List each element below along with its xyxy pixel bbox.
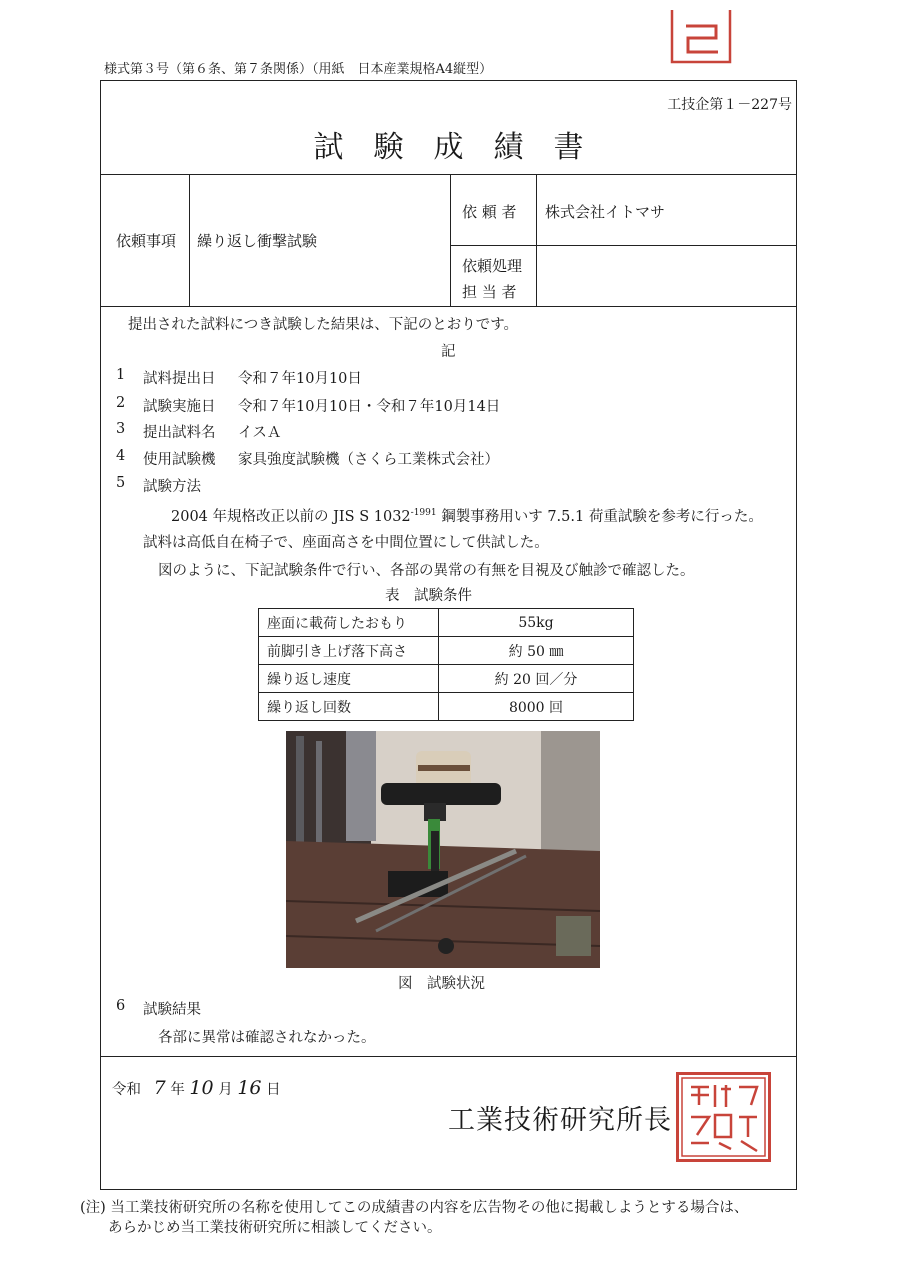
divider bbox=[100, 174, 797, 175]
condition-value: 約 50 ㎜ bbox=[439, 637, 634, 665]
table-row bbox=[259, 609, 634, 637]
test-conditions-table bbox=[258, 608, 634, 721]
table-caption: 表 試験条件 bbox=[385, 588, 472, 604]
intro-text: 提出された試料につき試験した結果は、下記のとおりです。 bbox=[128, 317, 519, 333]
divider bbox=[450, 174, 451, 306]
item-value: 令和７年10月10日 bbox=[238, 371, 362, 387]
item-number: 5 bbox=[116, 475, 126, 491]
note-line-2: あらかじめ当工業技術研究所に相談してください。 bbox=[108, 1220, 442, 1236]
handler-label: 依頼処理 bbox=[462, 257, 523, 275]
item-number: 1 bbox=[116, 367, 126, 383]
request-item-label: 依頼事項 bbox=[116, 232, 177, 250]
test-photo bbox=[286, 731, 600, 968]
method-line-2: 試料は高低自在椅子で、座面高さを中間位置にして供試した。 bbox=[143, 535, 549, 551]
result-number: 6 bbox=[116, 998, 126, 1014]
request-item-value: 繰り返し衝撃試験 bbox=[197, 232, 318, 250]
result-text: 各部に異常は確認されなかった。 bbox=[158, 1030, 376, 1046]
divider bbox=[100, 306, 797, 307]
page-title: 試験成績書 bbox=[313, 130, 614, 165]
document-number: 工技企第１－227号 bbox=[667, 97, 792, 113]
issue-date: 令和 7 年 10 月 16 日 bbox=[112, 1077, 281, 1099]
divider bbox=[450, 245, 797, 246]
method-line-1: 2004 年規格改正以前の JIS S $1032^{-1991}$ 鋼製事務用いす 7.5.1 荷重試験を参考に行った。 bbox=[171, 508, 763, 525]
signer-title: 工業技術研究所長 bbox=[448, 1105, 672, 1136]
item-label: 試験方法 bbox=[143, 479, 201, 495]
condition-value: 8000 回 bbox=[439, 693, 634, 721]
requester-label: 依 頼 者 bbox=[462, 203, 517, 221]
requester-value: 株式会社イトマサ bbox=[545, 203, 666, 221]
item-value: 令和７年10月10日・令和７年10月14日 bbox=[238, 399, 501, 415]
official-seal bbox=[676, 1072, 771, 1162]
condition-value: 約 20 回／分 bbox=[439, 665, 634, 693]
form-number: 様式第３号（第６条、第７条関係）（用紙 日本産業規格A4縦型） bbox=[104, 62, 493, 77]
item-label: 提出試料名 bbox=[143, 425, 216, 441]
handler-label: 担 当 者 bbox=[462, 283, 517, 301]
condition-label: 前脚引き上げ落下高さ bbox=[259, 637, 439, 665]
divider bbox=[536, 174, 537, 306]
figure-caption: 図 試験状況 bbox=[398, 976, 485, 992]
item-value: イスＡ bbox=[238, 425, 282, 441]
item-label: 試験実施日 bbox=[143, 399, 216, 415]
table-row bbox=[259, 665, 634, 693]
item-number: 3 bbox=[116, 421, 126, 437]
table-row bbox=[259, 637, 634, 665]
corner-seal bbox=[668, 8, 734, 64]
condition-value: 55kg bbox=[439, 609, 634, 637]
divider bbox=[189, 174, 190, 306]
condition-label: 座面に載荷したおもり bbox=[259, 609, 439, 637]
item-value: 家具強度試験機（さくら工業株式会社） bbox=[238, 452, 499, 468]
condition-label: 繰り返し速度 bbox=[259, 665, 439, 693]
note-line-1: (注) 当工業技術研究所の名称を使用してこの成績書の内容を広告物その他に掲載しようとする場合は、 bbox=[80, 1200, 749, 1216]
item-number: 4 bbox=[116, 448, 126, 464]
item-label: 使用試験機 bbox=[143, 452, 216, 468]
item-label: 試料提出日 bbox=[143, 371, 216, 387]
condition-label: 繰り返し回数 bbox=[259, 693, 439, 721]
ki-heading: 記 bbox=[441, 344, 456, 360]
item-number: 2 bbox=[116, 395, 126, 411]
table-row bbox=[259, 693, 634, 721]
divider bbox=[100, 1056, 797, 1057]
result-label: 試験結果 bbox=[143, 1002, 201, 1018]
method-line-3: 図のように、下記試験条件で行い、各部の異常の有無を目視及び触診で確認した。 bbox=[158, 563, 695, 579]
